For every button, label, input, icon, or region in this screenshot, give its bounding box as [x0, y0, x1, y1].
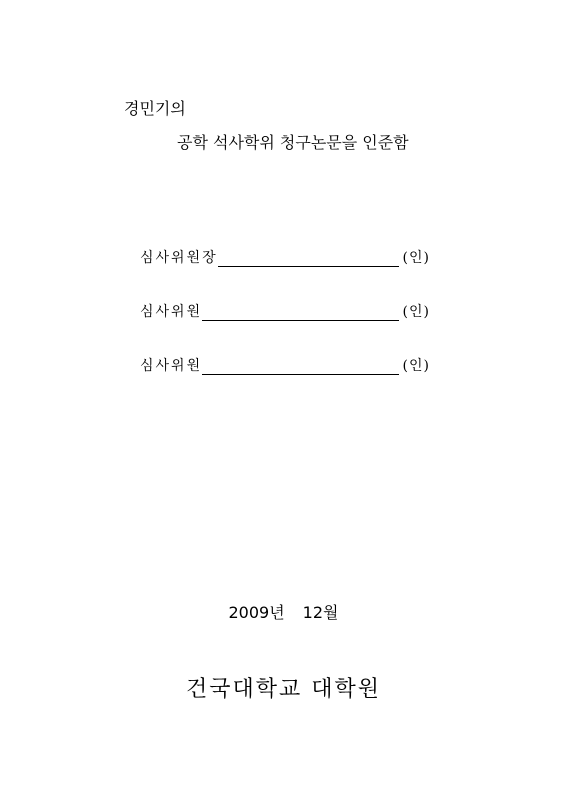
committee-role-label: 심사위원: [140, 358, 203, 374]
institution-name: 건국대학교 대학원: [185, 677, 381, 702]
degree-approval-line: 공학 석사학위 청구논문을 인준함: [177, 133, 409, 152]
seal-label: (인): [402, 358, 430, 374]
committee-role-label: 심사위원장: [140, 250, 218, 266]
committee-member-signature-row: [140, 299, 430, 321]
seal-label: (인): [402, 304, 430, 320]
date-month: 12월: [302, 603, 339, 622]
signature-line: [202, 356, 398, 375]
committee-member-signature-row: [140, 353, 430, 375]
committee-role-label: 심사위원: [140, 304, 203, 320]
signature-line: [218, 248, 399, 267]
date-year: 2009년: [228, 603, 285, 622]
author-line: 경민기의: [124, 99, 186, 118]
seal-label: (인): [402, 250, 430, 266]
signature-line: [202, 302, 398, 321]
committee-chair-signature-row: [140, 245, 430, 267]
approval-date: [0, 600, 567, 623]
